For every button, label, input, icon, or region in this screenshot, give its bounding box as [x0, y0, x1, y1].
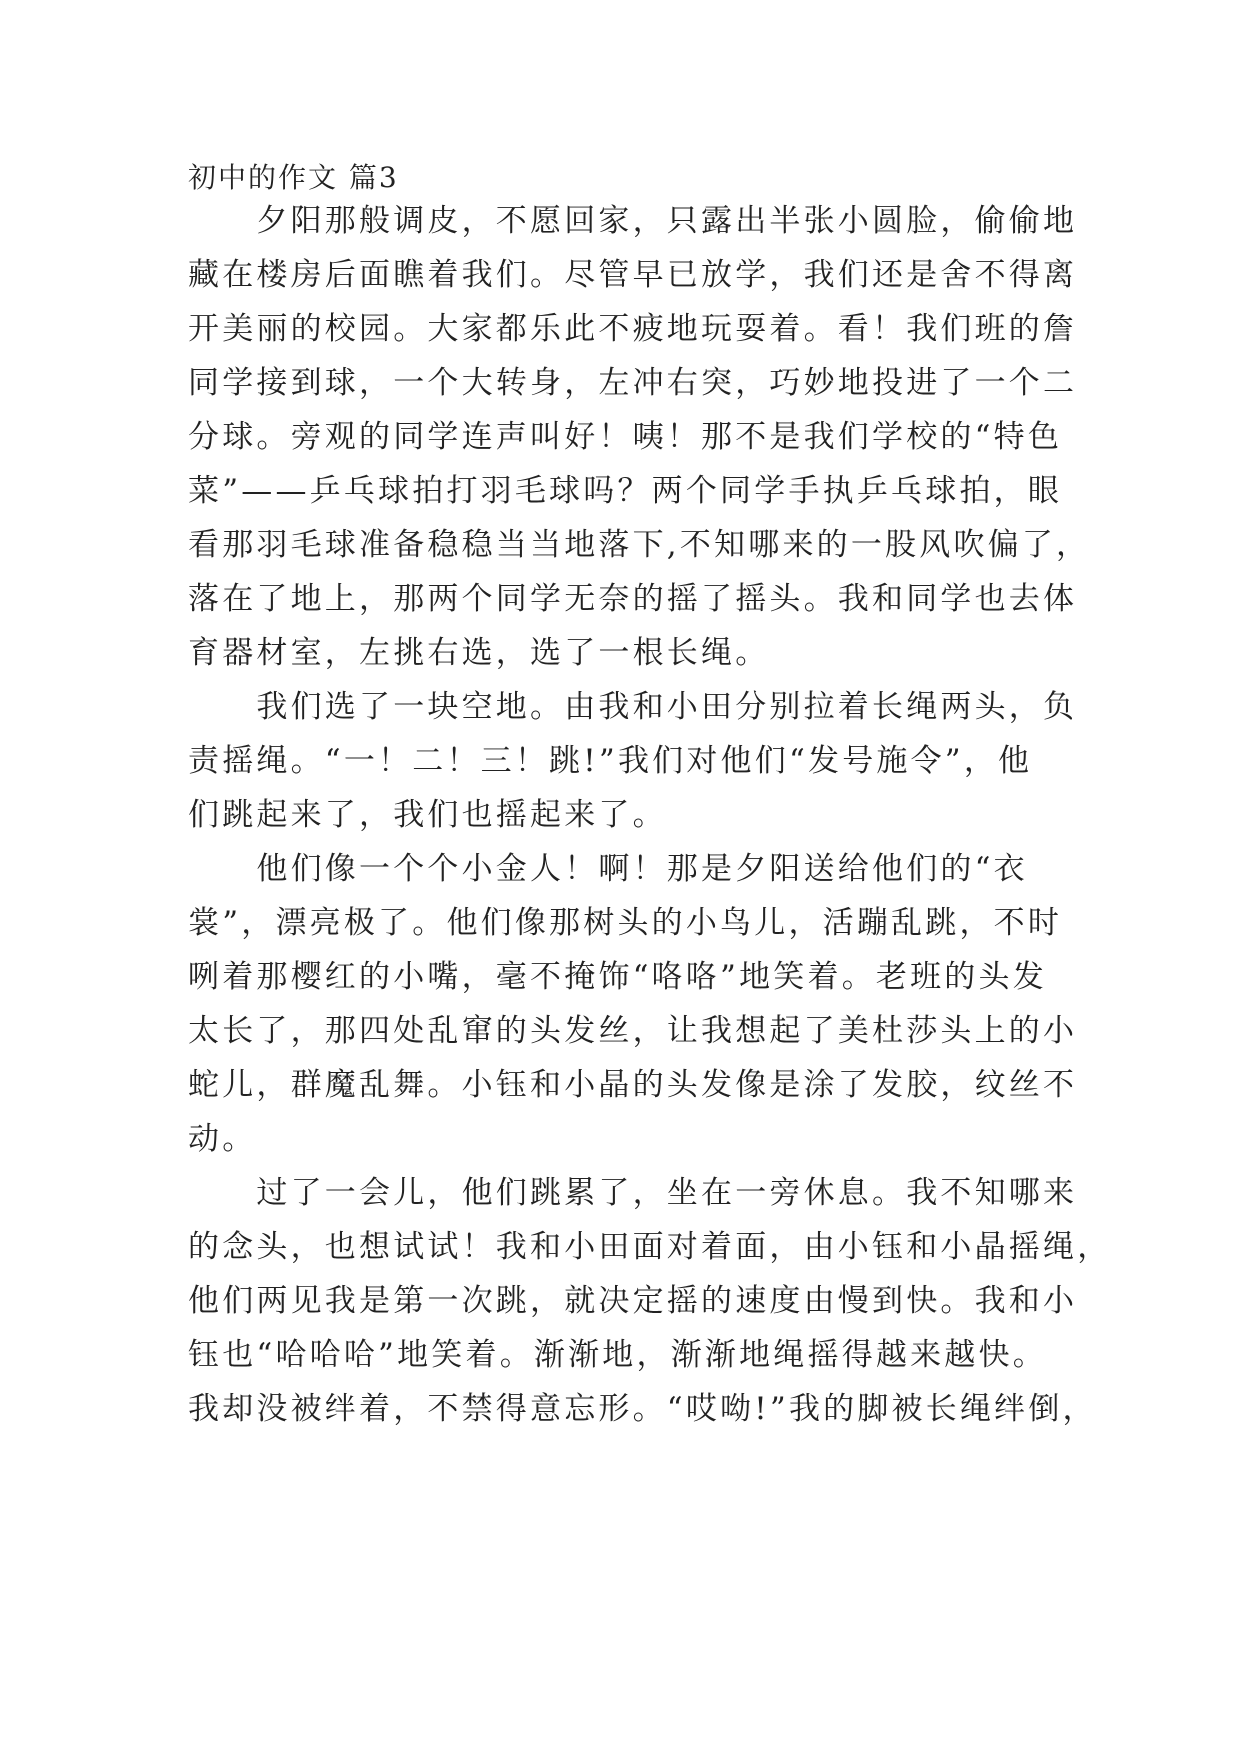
text-line: 蛇儿，群魔乱舞。小钰和小晶的头发像是涂了发胶，纹丝不 — [188, 1067, 1078, 1103]
text-line: 同学接到球，一个大转身，左冲右突，巧妙地投进了一个二 — [188, 365, 1078, 401]
text-line: 们跳起来了，我们也摇起来了。 — [188, 797, 667, 833]
text-line: 他们两见我是第一次跳，就决定摇的速度由慢到快。我和小 — [188, 1283, 1078, 1319]
text-line: 我们选了一块空地。由我和小田分别拉着长绳两头，负 — [188, 689, 1078, 725]
text-line: 裳”，漂亮极了。他们像那树头的小鸟儿，活蹦乱跳，不时 — [188, 905, 1063, 941]
text-line: 育器材室，左挑右选，选了一根长绳。 — [188, 635, 770, 671]
text-line: 动。 — [188, 1121, 257, 1157]
text-line: 分球。旁观的同学连声叫好！咦！那不是我们学校的“特色 — [188, 419, 1063, 455]
text-line: 开美丽的校园。大家都乐此不疲地玩耍着。看！我们班的詹 — [188, 311, 1078, 347]
text-line: 过了一会儿，他们跳累了，坐在一旁休息。我不知哪来 — [188, 1175, 1078, 1211]
text-line: 太长了，那四处乱窜的头发丝，让我想起了美杜莎头上的小 — [188, 1013, 1078, 1049]
text-line: 的念头，也想试试！我和小田面对着面，由小钰和小晶摇绳， — [188, 1229, 1112, 1265]
text-line: 藏在楼房后面瞧着我们。尽管早已放学，我们还是舍不得离 — [188, 257, 1078, 293]
text-line: 他们像一个个小金人！啊！那是夕阳送给他们的“衣 — [188, 851, 1028, 887]
text-line: 我却没被绊着，不禁得意忘形。“哎呦!”我的脚被长绳绊倒， — [188, 1391, 1097, 1427]
text-line: 夕阳那般调皮，不愿回家，只露出半张小圆脸，偷偷地 — [188, 203, 1078, 239]
text-line: 菜”——乒乓球拍打羽毛球吗？两个同学手执乒乓球拍，眼 — [188, 473, 1063, 509]
document-title: 初中的作文 篇3 — [188, 161, 399, 194]
text-line: 落在了地上，那两个同学无奈的摇了摇头。我和同学也去体 — [188, 581, 1078, 617]
text-line: 责摇绳。“一！二！三！跳!”我们对他们“发号施令”，他 — [188, 743, 1033, 779]
text-line: 咧着那樱红的小嘴，毫不掩饰“咯咯”地笑着。老班的头发 — [188, 959, 1047, 995]
text-line: 钰也“哈哈哈”地笑着。渐渐地，渐渐地绳摇得越来越快。 — [188, 1337, 1047, 1373]
text-line: 看那羽毛球准备稳稳当当地落下,不知哪来的一股风吹偏了， — [188, 527, 1091, 563]
